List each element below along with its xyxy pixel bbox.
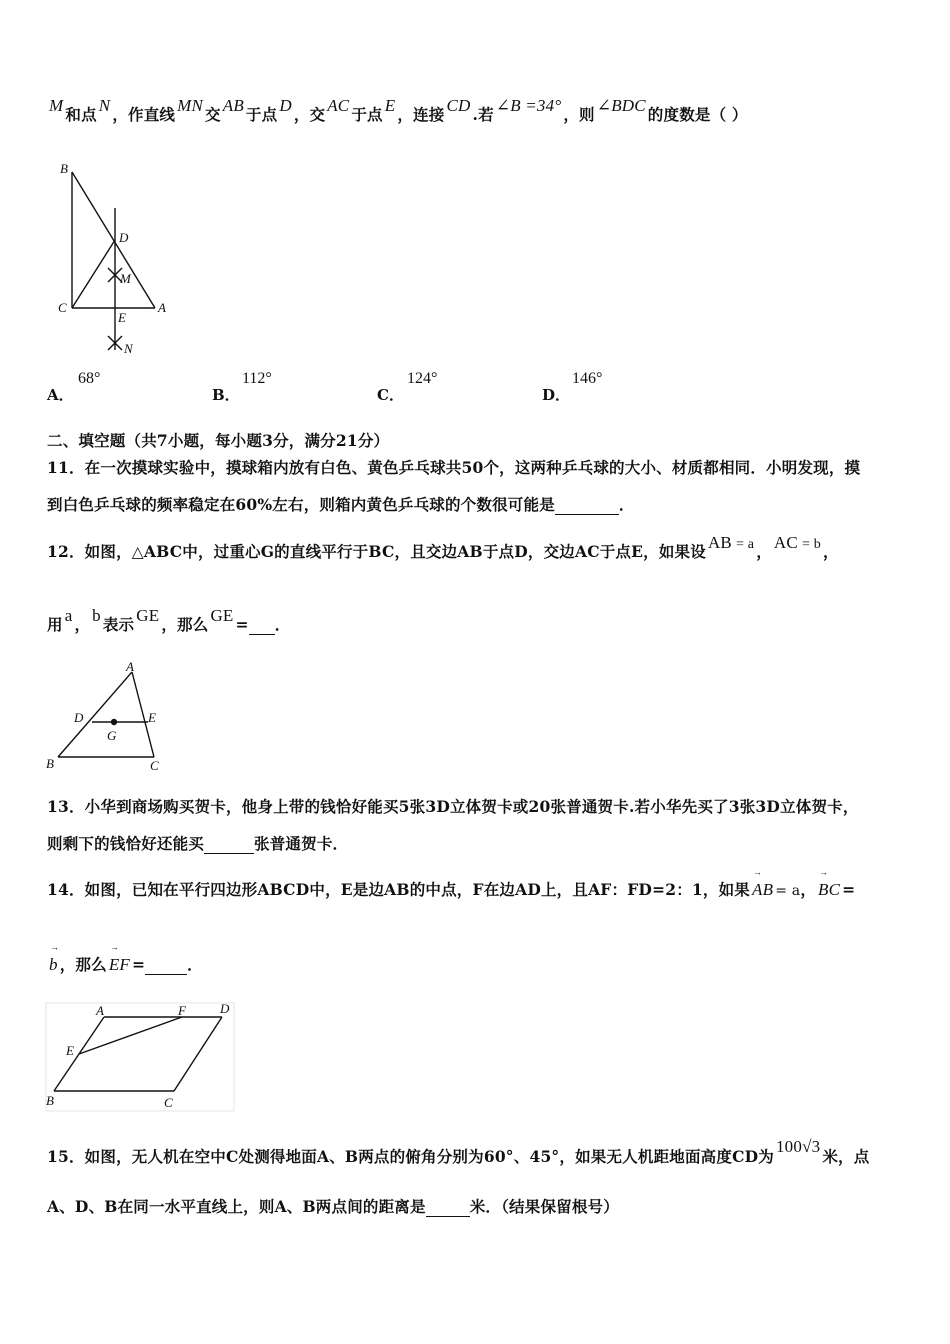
q12-answer-blank[interactable] — [249, 615, 275, 635]
option-d[interactable]: D． — [542, 386, 571, 404]
math-E: E — [384, 96, 396, 115]
math-M: M — [49, 96, 64, 115]
option-a-value: 68° — [78, 370, 101, 387]
section-heading: 二、填空题（共7小题，每小题3分，满分21分） — [47, 431, 390, 450]
q10-figure — [50, 160, 180, 360]
label-B: B — [46, 1093, 54, 1108]
option-a[interactable]: A． — [47, 386, 74, 404]
label-G: G — [107, 728, 117, 743]
q10-stem-line: M 和点 N ，作直线 MN 交 AB 于点 D ，交 AC 于点 E ，连接 CD .若 ∠B =34° ，则 ∠BDC 的度数是（ ） — [49, 96, 748, 124]
label-B: B — [60, 161, 68, 176]
option-c-value: 124° — [407, 370, 438, 387]
option-c[interactable]: C． — [377, 386, 404, 404]
segment-CD — [72, 240, 115, 308]
label-E: E — [148, 710, 156, 725]
q14-line2: → b ，那么→ EF = ． — [47, 953, 203, 975]
q13-line1: 13．小华到商场购买贺卡，他身上带的钱恰好能买5张3D立体贺卡或20张普通贺卡.若小华先买了3张3D立体贺卡， — [47, 797, 859, 816]
q13-answer-blank[interactable] — [204, 834, 254, 854]
math-N: N — [98, 96, 111, 115]
label-N: N — [124, 341, 133, 356]
height-value: 100√3 — [775, 1137, 821, 1156]
q15-line1: 15．如图，无人机在空中C处测得地面A、B两点的俯角分别为60°、45°，如果无人机距地面高度CD为100√3米，点 — [47, 1137, 870, 1166]
q11-answer-blank[interactable] — [555, 495, 619, 515]
segment-AB — [58, 672, 132, 757]
label-A: A — [126, 659, 134, 674]
math-angle-BDC: ∠BDC — [596, 96, 646, 115]
math-angle-B: ∠B =34° — [495, 96, 562, 115]
label-C: C — [164, 1095, 173, 1110]
math-AB: AB — [222, 96, 244, 115]
label-E: E — [118, 310, 126, 325]
label-D: D — [119, 230, 129, 245]
option-b-value: 112° — [242, 370, 272, 387]
math-MN: MN — [177, 96, 204, 115]
q14-figure — [44, 995, 244, 1115]
q12-line1: 12．如图，△ABC中，过重心G的直线平行于BC，且交边AB于点D，交边AC于点E，如果设 AB = a ， AC = b ， — [47, 533, 839, 561]
q14-line1: 14．如图，已知在平行四边形ABCD中，E是边AB的中点，F在边AD上，且AF：FD=2：1，如果→ AB = a，→ BC = — [47, 878, 855, 900]
label-D: D — [74, 710, 84, 725]
centroid-G — [111, 719, 117, 725]
label-A: A — [96, 1003, 104, 1018]
segment-EF — [79, 1017, 182, 1054]
option-d-value: 146° — [572, 370, 603, 387]
q13-line2: 则剩下的钱恰好还能买 张普通贺卡． — [47, 834, 349, 853]
label-F: F — [178, 1003, 186, 1018]
label-D: D — [220, 1001, 230, 1016]
q11-line1: 11．在一次摸球实验中，摸球箱内放有白色、黄色乒乓球共50个，这两种乒乓球的大小、材质都相同．小明发现，摸 — [47, 458, 861, 477]
q15-answer-blank[interactable] — [426, 1197, 470, 1217]
label-A: A — [158, 300, 166, 315]
label-C: C — [150, 758, 159, 773]
label-M: M — [120, 271, 131, 286]
option-b[interactable]: B． — [212, 386, 240, 404]
label-E: E — [66, 1043, 74, 1058]
label-B: B — [46, 756, 54, 771]
label-C: C — [58, 300, 67, 315]
math-CD: CD — [446, 96, 471, 115]
q14-answer-blank[interactable] — [145, 955, 187, 975]
segment-DC — [174, 1017, 222, 1091]
math-D: D — [279, 96, 292, 115]
q11-line2: 到白色乒乓球的频率稳定在60%左右，则箱内黄色乒乓球的个数很可能是 ． — [47, 495, 635, 514]
q12-line2: 用 a ， b 表示 GE ，那么 GE = ． — [47, 606, 291, 634]
q15-line2: A、D、B在同一水平直线上，则A、B两点间的距离是 米．（结果保留根号） — [47, 1197, 619, 1216]
math-AC: AC — [327, 96, 350, 115]
q12-figure — [44, 660, 174, 775]
